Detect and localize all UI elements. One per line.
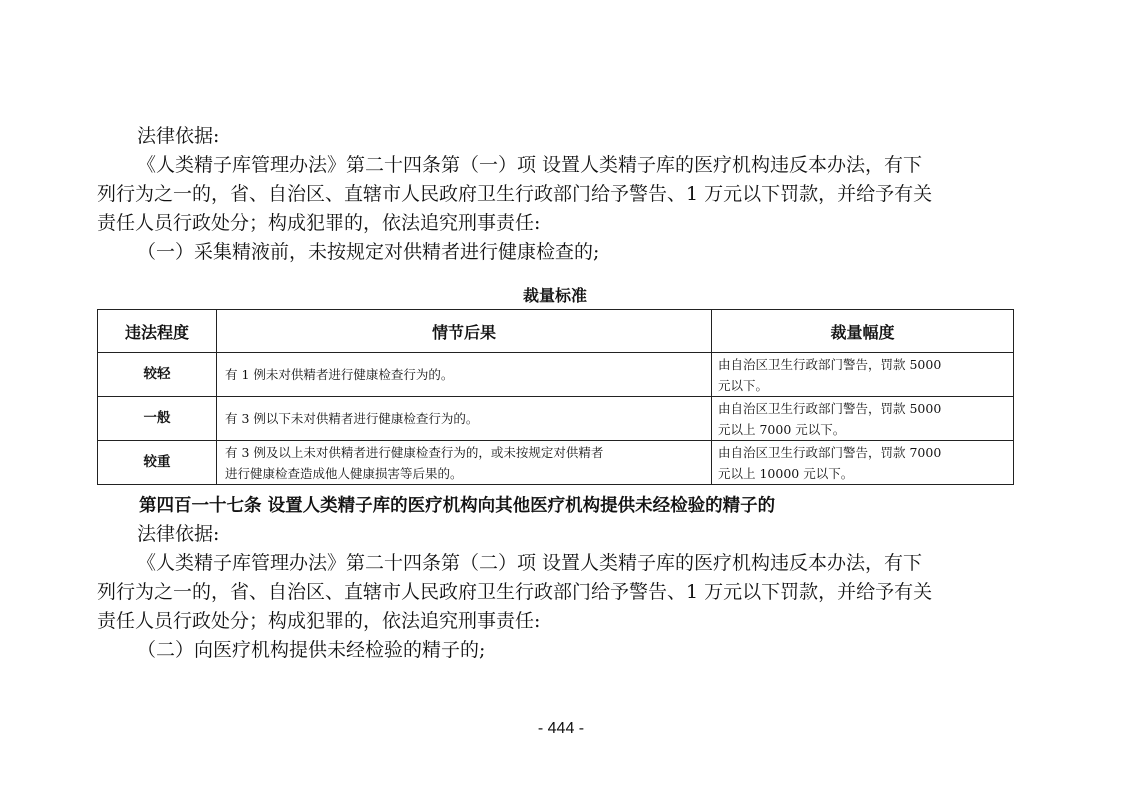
basis-item: （二）向医疗机构提供未经检验的精子的; <box>137 639 486 661</box>
header-cell: 裁量幅度 <box>712 310 1014 353</box>
basis-text-line: 列行为之一的，省、自治区、直辖市人民政府卫生行政部门给予警告、1 万元以下罚款，并给予有关 <box>97 581 933 603</box>
circumstance-line: 有 3 例及以上未对供精者进行健康检查行为的，或未按规定对供精者 <box>225 444 604 460</box>
basis-text-line: 《人类精子库管理办法》第二十四条第（一）项 设置人类精子库的医疗机构违反本办法，有下 <box>137 154 923 176</box>
level-cell: 一般 <box>98 397 217 441</box>
basis-text-line: 《人类精子库管理办法》第二十四条第（二）项 设置人类精子库的医疗机构违反本办法，有下 <box>137 552 923 574</box>
basis-label: 法律依据: <box>137 125 220 147</box>
penalty-cell <box>712 441 1014 485</box>
page-number: - 444 - <box>537 720 585 737</box>
article-heading: 第四百一十七条 设置人类精子库的医疗机构向其他医疗机构提供未经检验的精子的 <box>139 496 776 516</box>
basis-text-line: 责任人员行政处分；构成犯罪的，依法追究刑事责任: <box>97 610 541 632</box>
table-row <box>98 353 1014 397</box>
circumstance-cell: 有 1 例未对供精者进行健康检查行为的。 <box>217 353 712 397</box>
table-title: 裁量标准 <box>522 286 587 305</box>
penalty-line: 元以下。 <box>718 377 769 393</box>
table-row <box>98 441 1014 485</box>
basis-text-line: 列行为之一的，省、自治区、直辖市人民政府卫生行政部门给予警告、1 万元以下罚款，并给予有关 <box>97 183 933 205</box>
level-cell: 较轻 <box>98 353 217 397</box>
table-row <box>98 397 1014 441</box>
penalty-line: 由自治区卫生行政部门警告，罚款 7000 <box>718 444 942 460</box>
penalty-line: 由自治区卫生行政部门警告，罚款 5000 <box>718 400 942 416</box>
level-cell: 较重 <box>98 441 217 485</box>
basis-text-line: 责任人员行政处分；构成犯罪的，依法追究刑事责任: <box>97 212 541 234</box>
circumstance-cell: 有 3 例以下未对供精者进行健康检查行为的。 <box>217 397 712 441</box>
penalty-line: 由自治区卫生行政部门警告，罚款 5000 <box>718 356 942 372</box>
legal-basis-section-2 <box>97 520 1027 665</box>
penalty-cell <box>712 397 1014 441</box>
discretion-standard-table <box>97 309 1014 485</box>
basis-item: （一）采集精液前，未按规定对供精者进行健康检查的; <box>137 241 600 263</box>
penalty-line: 元以上 7000 元以下。 <box>718 421 846 437</box>
circumstance-cell <box>217 441 712 485</box>
header-cell: 情节后果 <box>217 310 712 353</box>
penalty-cell <box>712 353 1014 397</box>
basis-label: 法律依据: <box>137 523 220 545</box>
header-cell: 违法程度 <box>98 310 217 353</box>
table-header-row <box>98 310 1014 353</box>
legal-basis-section-1 <box>97 122 1027 267</box>
circumstance-line: 进行健康检查造成他人健康损害等后果的。 <box>225 465 463 481</box>
penalty-line: 元以上 10000 元以下。 <box>718 465 854 481</box>
